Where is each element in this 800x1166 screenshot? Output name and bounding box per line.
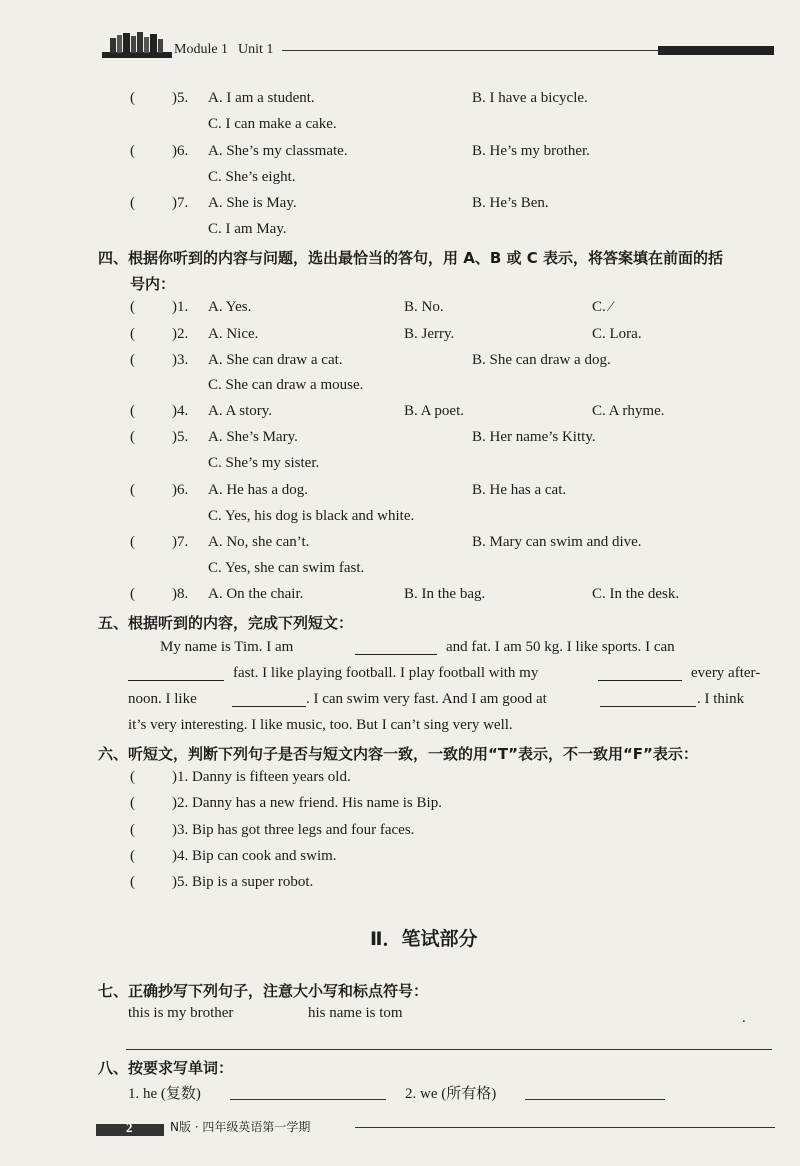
option-b: B. He has a cat. (472, 482, 567, 498)
header-bar (658, 46, 774, 55)
fill-blank[interactable] (598, 666, 682, 681)
option-c: C. In the desk. (592, 586, 680, 602)
q-number: )2. (172, 326, 189, 342)
q-paren: ( (130, 195, 135, 211)
q-paren: ( (130, 795, 135, 811)
option-b: B. In the bag. (404, 586, 486, 602)
option-b: B. Mary can swim and dive. (472, 534, 642, 550)
q-paren: ( (130, 769, 135, 785)
q-paren: ( (130, 822, 135, 838)
q-number: )7. (172, 195, 189, 211)
option-a: A. A story. (208, 403, 273, 419)
header-unit: Unit 1 (238, 42, 274, 57)
option-b: B. Her name’s Kitty. (472, 429, 596, 445)
sentence-dot: . (742, 1010, 746, 1026)
copy-sentence: this is my brother (128, 1005, 234, 1021)
q-paren: ( (130, 848, 135, 864)
option-a: A. No, she can’t. (208, 534, 310, 550)
header-rule (282, 50, 658, 51)
word-question: 2. we (所有格) (405, 1086, 497, 1102)
q-number: )8. (172, 586, 189, 602)
q-paren: ( (130, 429, 135, 445)
option-b: B. He’s my brother. (472, 143, 590, 159)
passage-text: My name is Tim. I am (160, 639, 294, 655)
passage-text: . I can swim very fast. And I am good at (306, 691, 547, 707)
q-number: )1. (172, 299, 189, 315)
option-a: A. On the chair. (208, 586, 304, 602)
q-paren: ( (130, 403, 135, 419)
q-number: )6. (172, 482, 189, 498)
passage-text: . I think (697, 691, 745, 707)
option-a: A. Nice. (208, 326, 259, 342)
option-b: B. Jerry. (404, 326, 455, 342)
option-c: C. A rhyme. (592, 403, 665, 419)
statement: )4. Bip can cook and swim. (172, 848, 337, 864)
footer-rule (355, 1127, 775, 1128)
option-c: C. I can make a cake. (208, 116, 337, 132)
passage-text: and fat. I am 50 kg. I like sports. I can (446, 639, 675, 655)
q-number: )6. (172, 143, 189, 159)
footer-text: N版 · 四年级英语第一学期 (170, 1120, 311, 1134)
fill-blank[interactable] (128, 666, 224, 681)
section-8-title: 八、按要求写单词： (98, 1059, 234, 1077)
q-number: )3. (172, 352, 189, 368)
option-b: B. He’s Ben. (472, 195, 549, 211)
fill-blank[interactable] (232, 692, 306, 707)
option-a: A. She’s Mary. (208, 429, 298, 445)
passage-text: every after- (691, 665, 761, 681)
option-c: C. Yes, she can swim fast. (208, 560, 365, 576)
option-c: C. Yes, his dog is black and white. (208, 508, 415, 524)
statement: )2. Danny has a new friend. His name is Bip. (172, 795, 442, 811)
answer-line[interactable] (230, 1099, 386, 1100)
option-a: A. She’s my classmate. (208, 143, 348, 159)
section-4-title: 四、根据你听到的内容与问题，选出最恰当的答句，用 A、B 或 C 表示，将答案填在前面的括 (98, 249, 723, 267)
copy-sentence: his name is tom (308, 1005, 403, 1021)
q-paren: ( (130, 90, 135, 106)
q-paren: ( (130, 299, 135, 315)
section-7-title: 七、正确抄写下列句子，注意大小写和标点符号： (98, 982, 429, 1000)
option-c: C. She’s my sister. (208, 455, 320, 471)
page-number: 2 (126, 1120, 133, 1135)
option-c: C. She can draw a mouse. (208, 377, 364, 393)
statement: )5. Bip is a super robot. (172, 874, 314, 890)
q-number: )5. (172, 90, 189, 106)
option-b: B. She can draw a dog. (472, 352, 611, 368)
q-number: )4. (172, 403, 189, 419)
answer-line[interactable] (525, 1099, 665, 1100)
fill-blank[interactable] (355, 640, 437, 655)
writing-line[interactable] (126, 1049, 772, 1050)
q-paren: ( (130, 326, 135, 342)
option-a: A. She can draw a cat. (208, 352, 343, 368)
q-number: )5. (172, 429, 189, 445)
word-question: 1. he (复数) (128, 1086, 201, 1102)
option-a: A. He has a dog. (208, 482, 308, 498)
books-logo-icon (100, 30, 172, 60)
option-b: B. I have a bicycle. (472, 90, 588, 106)
statement: )1. Danny is fifteen years old. (172, 769, 351, 785)
passage-text: noon. I like (128, 691, 197, 707)
option-a: A. Yes. (208, 299, 252, 315)
option-c: C. She’s eight. (208, 169, 296, 185)
option-c: C. ⁄ (592, 299, 613, 315)
q-paren: ( (130, 874, 135, 890)
statement: )3. Bip has got three legs and four faces. (172, 822, 415, 838)
q-paren: ( (130, 586, 135, 602)
option-b: B. A poet. (404, 403, 465, 419)
option-c: C. Lora. (592, 326, 642, 342)
option-b: B. No. (404, 299, 444, 315)
q-paren: ( (130, 143, 135, 159)
fill-blank[interactable] (600, 692, 696, 707)
passage-text: fast. I like playing football. I play football with my (233, 665, 539, 681)
header-module: Module 1 (174, 42, 229, 57)
option-c: C. I am May. (208, 221, 287, 237)
part-2-title: Ⅱ．笔试部分 (370, 928, 478, 950)
q-paren: ( (130, 482, 135, 498)
option-a: A. She is May. (208, 195, 297, 211)
option-a: A. I am a student. (208, 90, 315, 106)
q-paren: ( (130, 534, 135, 550)
q-number: )7. (172, 534, 189, 550)
section-5-title: 五、根据听到的内容，完成下列短文： (98, 614, 354, 632)
section-4-title-cont: 号内： (130, 275, 176, 293)
section-6-title: 六、听短文，判断下列句子是否与短文内容一致，一致的用“T”表示，不一致用“F”表示： (98, 745, 698, 763)
passage-text: it’s very interesting. I like music, too. But I can’t sing very well. (128, 717, 513, 733)
q-paren: ( (130, 352, 135, 368)
